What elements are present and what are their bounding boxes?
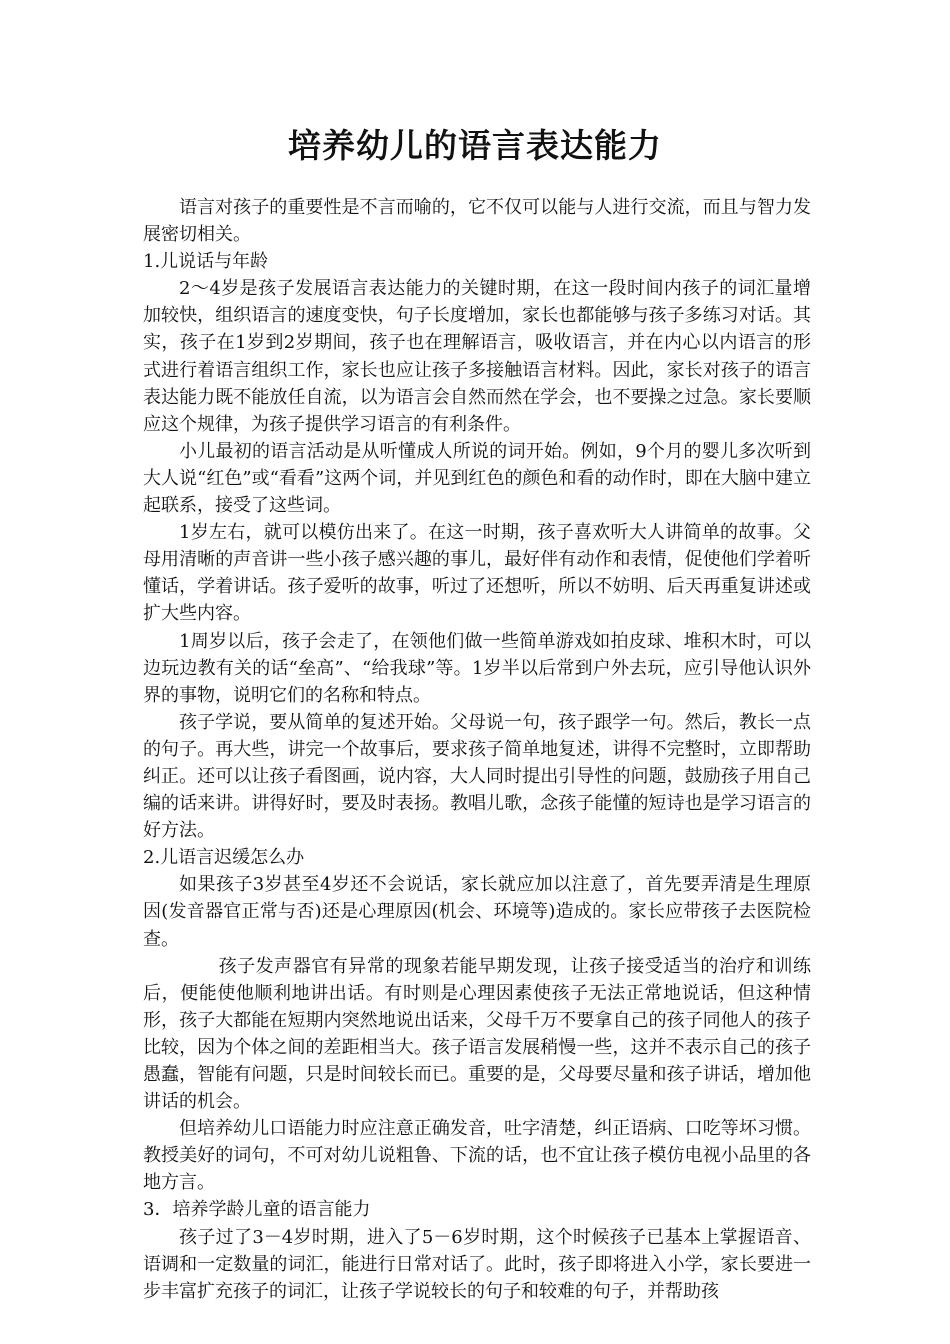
paragraph: 2～4岁是孩子发展语言表达能力的关键时期，在这一段时间内孩子的词汇量增加较快，组织语言的速度变快，句子长度增加，家长也都能够与孩子多练习对话。其实，孩子在1岁到2岁期间，孩子也在理解语言，吸收语言，并在内心以内语言的形式进行着语言组织工作，家长也应让孩子多接触语言材料。因此，家长对孩子的语言表达能力既不能放任自流，以为语言会自然而然在学会，也不要操之过急。家长要顺应这个规律，为孩子提供学习语言的有利条件。 [143, 278, 811, 435]
document-title: 培养幼儿的语言表达能力 [288, 126, 662, 165]
paragraph: 孩子过了3－4岁时期，进入了5－6岁时期，这个时候孩子已基本上掌握语音、语调和一定数量的词汇，能进行日常对话了。此时，孩子即将进入小学，家长要进一步丰富扩充孩子的词汇，让孩子学说较长的句子和较难的句子，并帮助孩 [143, 1226, 811, 1302]
paragraph: 但培养幼儿口语能力时应注意正确发音，吐字清楚，纠正语病、口吃等坏习惯。教授美好的词句，不可对幼儿说粗鲁、下流的话，也不宜让孩子模仿电视小品里的各地方言。 [143, 1118, 811, 1194]
paragraph: 小儿最初的语言活动是从听懂成人所说的词开始。例如，9个月的婴儿多次听到大人说“红色”或“看看”这两个词，并见到红色的颜色和看的动作时，即在大脑中建立起联系，接受了这些词。 [143, 440, 811, 517]
paragraph: 如果孩子3岁甚至4岁还不会说话，家长就应加以注意了，首先要弄清是生理原因(发音器官正常与否)还是心理原因(机会、环境等)造成的。家长应带孩子去医院检查。 [143, 874, 811, 950]
section-heading-1: 1.儿说话与年龄 [143, 251, 269, 273]
paragraph: 1岁左右，就可以模仿出来了。在这一时期，孩子喜欢听大人讲简单的故事。父母用清晰的声音讲一些小孩子感兴趣的事儿，最好伴有动作和表情，促使他们学着听懂话，学着讲话。孩子爱听的故事，听过了还想听，所以不妨明、后天再重复讲述或扩大些内容。 [143, 522, 811, 625]
paragraph: 孩子发声器官有异常的现象若能早期发现，让孩子接受适当的治疗和训练后，便能使他顺利地讲出话。有时则是心理因素使孩子无法正常地说话，但这种情形，孩子大都能在短期内突然地说出话来，父母千万不要拿自己的孩子同他人的孩子比较，因为个体之间的差距相当大。孩子语言发展稍慢一些，这并不表示自己的孩子愚蠢，智能有问题，只是时间较长而已。重要的是，父母要尽量和孩子讲话，增加他讲话的机会。 [143, 955, 811, 1113]
document-body [143, 194, 811, 1305]
section-heading-3: 3．培养学龄儿童的语言能力 [143, 1199, 371, 1221]
paragraph: 孩子学说，要从简单的复述开始。父母说一句，孩子跟学一句。然后，教长一点的句子。再大些，讲完一个故事后，要求孩子简单地复述，讲得不完整时，立即帮助纠正。还可以让孩子看图画，说内容，大人同时提出引导性的问题，鼓励孩子用自己编的话来讲。讲得好时，要及时表扬。教唱儿歌，念孩子能懂的短诗也是学习语言的好方法。 [143, 711, 811, 842]
section-heading-2: 2.儿语言迟缓怎么办 [143, 847, 305, 869]
paragraph: 1周岁以后，孩子会走了，在领他们做一些简单游戏如拍皮球、堆积木时，可以边玩边教有关的话“垒高”、“给我球”等。1岁半以后常到户外去玩，应引导他认识外界的事物，说明它们的名称和特点。 [143, 630, 811, 706]
intro-paragraph: 语言对孩子的重要性是不言而喻的，它不仅可以能与人进行交流，而且与智力发展密切相关。 [143, 197, 811, 246]
